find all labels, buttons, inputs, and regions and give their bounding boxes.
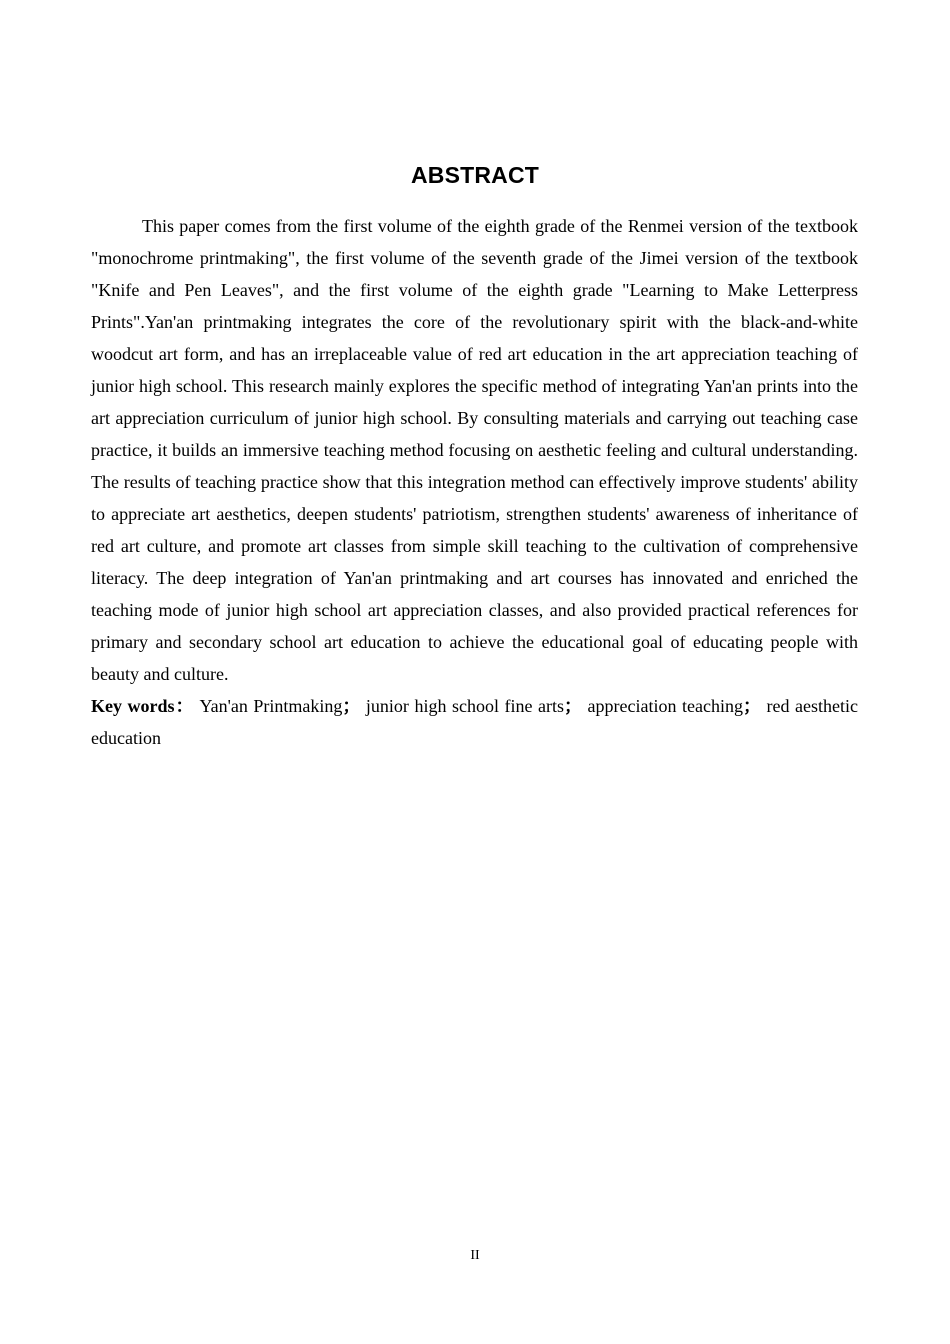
keyword-separator: ； [342,696,361,716]
keyword-2: junior high school fine arts [365,696,564,716]
keywords-line [91,690,858,754]
page-number: II [470,1248,480,1263]
keyword-1: Yan'an Printmaking [199,696,343,716]
keyword-3: appreciation teaching [587,696,743,716]
page-title: ABSTRACT [410,162,540,189]
keyword-separator: ； [742,696,761,716]
keywords-label: Key words： [91,696,195,716]
keyword-4: red aesthetic education [91,696,858,748]
abstract-body: This paper comes from the first volume of the eighth grade of the Renmei version of the textbook "monochrome printmaking", the first volume of the seventh grade of the Jimei version of the textbook "Knife and Pen Leaves", and the first volume of the eighth grade "Learning to Make Letterpress Prints".Yan'an printmaking integrates the core of the revolutionary spirit with the black-and-white woodcut art form, and has an irreplaceable value of red art education in the art appreciation teaching of junior high school. This research mainly explores the specific method of integrating Yan'an prints into the art appreciation curriculum of junior high school. By consulting materials and carrying out teaching case practice, it builds an immersive teaching method focusing on aesthetic feeling and cultural understanding. The results of teaching practice show that this integration method can effectively improve students' ability to appreciate art aesthetics, deepen students' patriotism, strengthen students' awareness of inheritance of red art culture, and promote art classes from simple skill teaching to the cultivation of comprehensive literacy. The deep integration of Yan'an printmaking and art courses has innovated and enriched the teaching mode of junior high school art appreciation classes, and also provided practical references for primary and secondary school art education to achieve the educational goal of educating people with beauty and culture. [91,216,858,684]
keyword-separator: ； [564,696,582,716]
